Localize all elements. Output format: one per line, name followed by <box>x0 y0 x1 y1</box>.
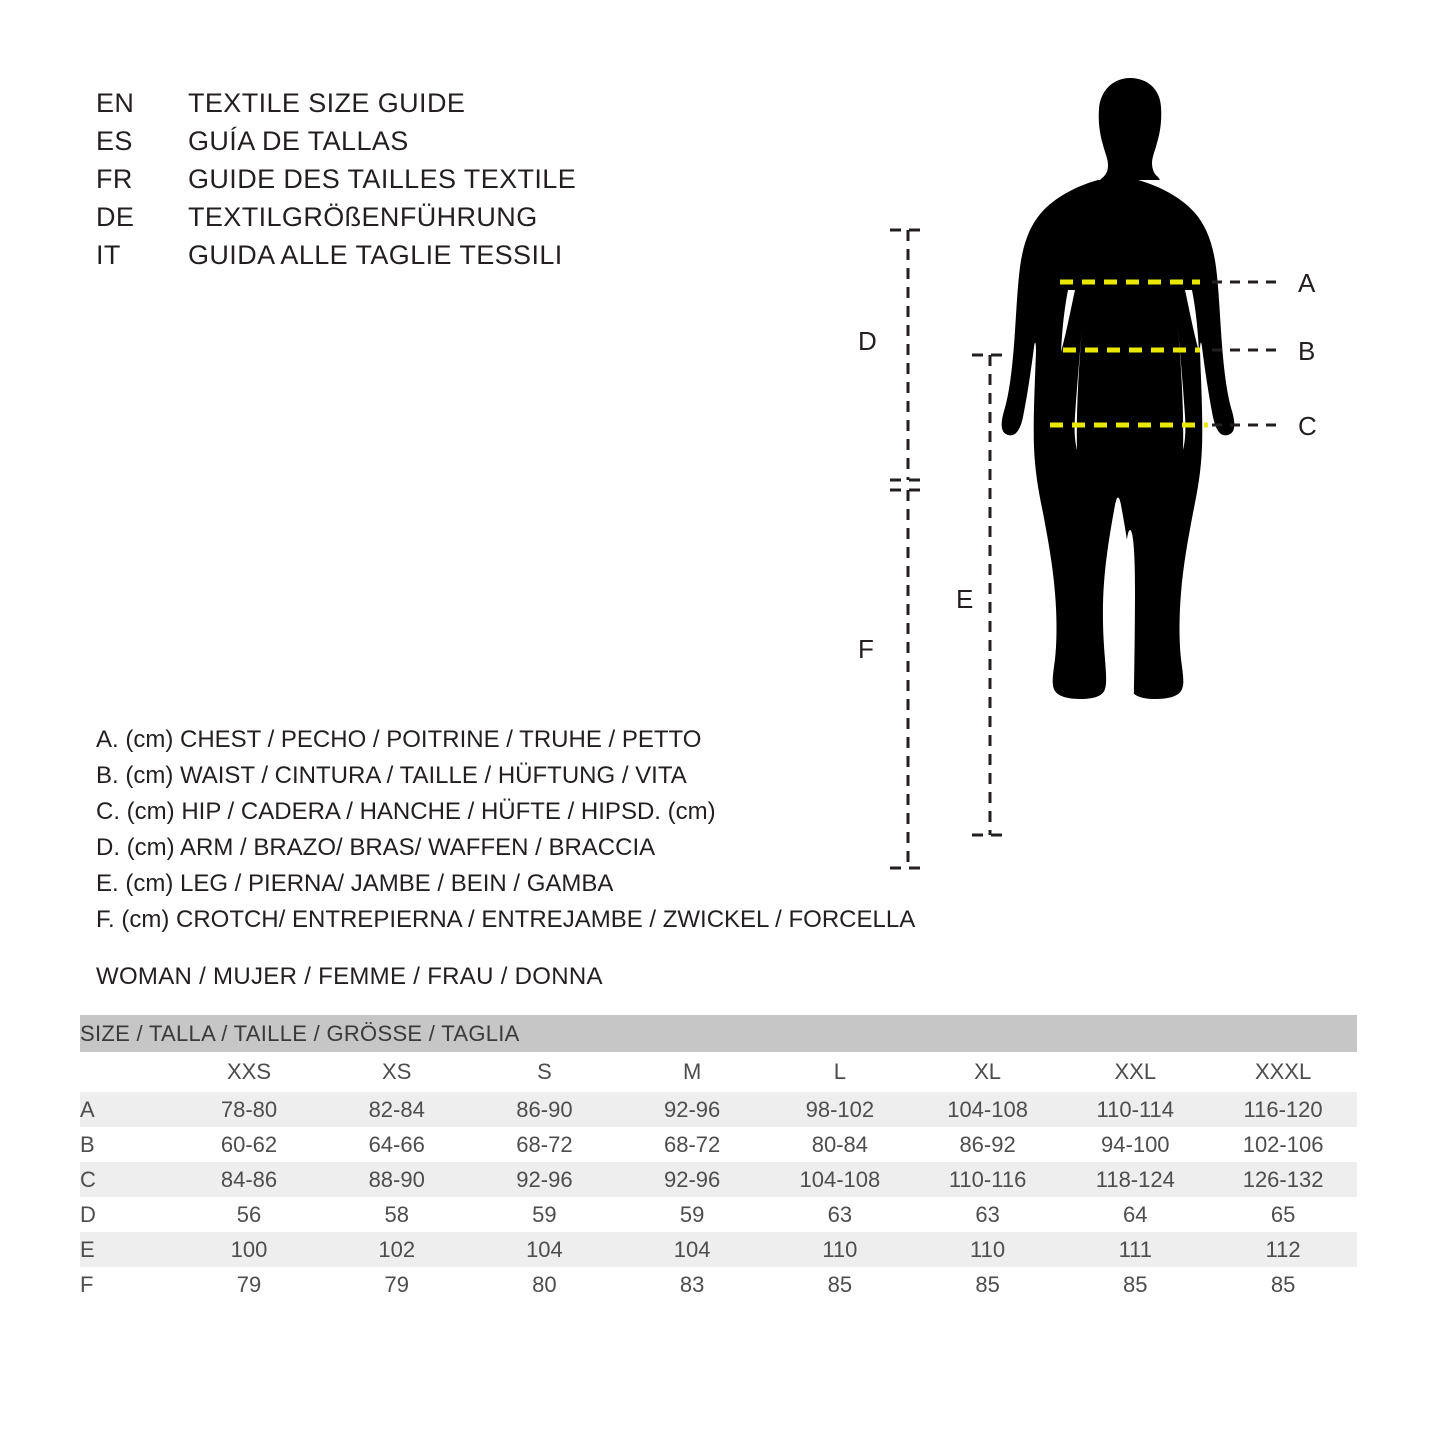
cell: 112 <box>1209 1232 1357 1267</box>
cell: 63 <box>914 1197 1062 1232</box>
table-row <box>80 1267 1357 1302</box>
cell: 110-114 <box>1061 1092 1209 1127</box>
row-label: B <box>80 1127 175 1162</box>
row-label: A <box>80 1092 175 1127</box>
title-text: TEXTILGRÖßENFÜHRUNG <box>188 202 538 232</box>
cell: 85 <box>1061 1267 1209 1302</box>
bracket-label-d: D <box>858 326 877 356</box>
column-header-xxs: XXS <box>175 1052 323 1092</box>
cell: 78-80 <box>175 1092 323 1127</box>
cell: 85 <box>914 1267 1062 1302</box>
table-header-row <box>80 1052 1357 1092</box>
column-header-s: S <box>471 1052 619 1092</box>
cell: 92-96 <box>618 1162 766 1197</box>
cell: 59 <box>471 1197 619 1232</box>
column-header-xl: XL <box>914 1052 1062 1092</box>
table-row <box>80 1197 1357 1232</box>
title-lang-code: DE <box>96 202 135 232</box>
title-block <box>96 88 796 278</box>
cell: 60-62 <box>175 1127 323 1162</box>
table-row <box>80 1092 1357 1127</box>
cell: 85 <box>766 1267 914 1302</box>
header-corner <box>80 1052 175 1092</box>
column-header-l: L <box>766 1052 914 1092</box>
cell: 110-116 <box>914 1162 1062 1197</box>
cell: 104-108 <box>914 1092 1062 1127</box>
title-text: GUÍA DE TALLAS <box>188 126 409 156</box>
cell: 65 <box>1209 1197 1357 1232</box>
row-label: F <box>80 1267 175 1302</box>
cell: 104-108 <box>766 1162 914 1197</box>
title-lang-code: FR <box>96 164 133 194</box>
cell: 79 <box>323 1267 471 1302</box>
cell: 58 <box>323 1197 471 1232</box>
cell: 84-86 <box>175 1162 323 1197</box>
legend-row-d: D. (cm) ARM / BRAZO/ BRAS/ WAFFEN / BRACCIA <box>96 834 656 861</box>
cell: 64-66 <box>323 1127 471 1162</box>
legend-block <box>96 722 916 938</box>
cell: 104 <box>471 1232 619 1267</box>
cell: 88-90 <box>323 1162 471 1197</box>
cell: 80 <box>471 1267 619 1302</box>
legend-row-f: F. (cm) CROTCH/ ENTREPIERNA / ENTREJAMBE / ZWICKEL / FORCELLA <box>96 906 916 933</box>
table-row <box>80 1162 1357 1197</box>
row-label: E <box>80 1232 175 1267</box>
cell: 63 <box>766 1197 914 1232</box>
title-text: GUIDA ALLE TAGLIE TESSILI <box>188 240 563 270</box>
bracket-d <box>890 230 926 480</box>
callout-label-c: C <box>1298 411 1317 441</box>
title-lang-code: EN <box>96 88 135 118</box>
cell: 79 <box>175 1267 323 1302</box>
cell: 86-92 <box>914 1127 1062 1162</box>
cell: 68-72 <box>618 1127 766 1162</box>
cell: 68-72 <box>471 1127 619 1162</box>
cell: 104 <box>618 1232 766 1267</box>
cell: 92-96 <box>618 1092 766 1127</box>
row-label: C <box>80 1162 175 1197</box>
cell: 118-124 <box>1061 1162 1209 1197</box>
cell: 102-106 <box>1209 1127 1357 1162</box>
title-lang-code: IT <box>96 240 121 270</box>
bracket-label-f: F <box>858 634 874 664</box>
table-title-row <box>80 1015 1357 1052</box>
size-table <box>80 1015 1357 1302</box>
cell: 110 <box>766 1232 914 1267</box>
column-header-m: M <box>618 1052 766 1092</box>
legend-row-b: B. (cm) WAIST / CINTURA / TAILLE / HÜFTUNG / VITA <box>96 762 687 789</box>
cell: 116-120 <box>1209 1092 1357 1127</box>
title-lang-code: ES <box>96 126 133 156</box>
callout-label-b: B <box>1298 336 1316 366</box>
column-header-xs: XS <box>323 1052 471 1092</box>
woman-silhouette-icon <box>1002 78 1235 830</box>
cell: 56 <box>175 1197 323 1232</box>
title-row <box>96 126 796 164</box>
cell: 82-84 <box>323 1092 471 1127</box>
row-label: D <box>80 1197 175 1232</box>
cell: 64 <box>1061 1197 1209 1232</box>
legend-row-c: C. (cm) HIP / CADERA / HANCHE / HÜFTE / HIPSD. (cm) <box>96 798 716 825</box>
title-text: GUIDE DES TAILLES TEXTILE <box>188 164 577 194</box>
title-row <box>96 88 796 126</box>
cell: 85 <box>1209 1267 1357 1302</box>
callout-label-a: A <box>1298 268 1316 298</box>
cell: 126-132 <box>1209 1162 1357 1197</box>
cell: 80-84 <box>766 1127 914 1162</box>
bracket-label-e: E <box>956 584 974 614</box>
cell: 100 <box>175 1232 323 1267</box>
title-text: TEXTILE SIZE GUIDE <box>188 88 466 118</box>
column-header-xxl: XXL <box>1061 1052 1209 1092</box>
cell: 94-100 <box>1061 1127 1209 1162</box>
legend-row-e: E. (cm) LEG / PIERNA/ JAMBE / BEIN / GAMBA <box>96 870 614 897</box>
cell: 83 <box>618 1267 766 1302</box>
legend-row-a: A. (cm) CHEST / PECHO / POITRINE / TRUHE / PETTO <box>96 726 702 753</box>
cell: 111 <box>1061 1232 1209 1267</box>
table-title: SIZE / TALLA / TAILLE / GRÖSSE / TAGLIA <box>80 1015 1357 1052</box>
table-row <box>80 1127 1357 1162</box>
cell: 92-96 <box>471 1162 619 1197</box>
column-header-xxxl: XXXL <box>1209 1052 1357 1092</box>
cell: 102 <box>323 1232 471 1267</box>
cell: 98-102 <box>766 1092 914 1127</box>
cell: 110 <box>914 1232 1062 1267</box>
title-row <box>96 164 796 202</box>
gender-label: WOMAN / MUJER / FEMME / FRAU / DONNA <box>96 963 603 990</box>
cell: 59 <box>618 1197 766 1232</box>
cell: 86-90 <box>471 1092 619 1127</box>
table-row <box>80 1232 1357 1267</box>
title-row <box>96 202 796 240</box>
title-row <box>96 240 796 278</box>
